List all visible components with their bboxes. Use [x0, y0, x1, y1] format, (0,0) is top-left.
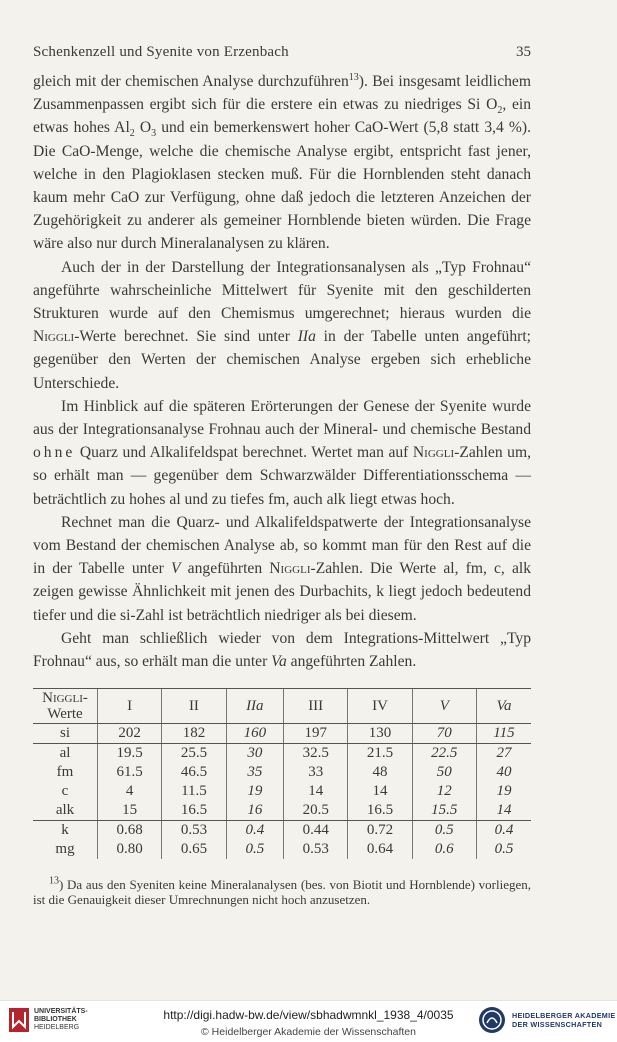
- footnote-number: 13: [49, 875, 59, 887]
- table-header-label: Niggli- Werte: [33, 689, 98, 724]
- table-cell: 202: [98, 724, 162, 744]
- paragraph-1: gleich mit der chemischen Analyse durchzuführen$^{13}$). Bei insgesamt leidlichem Zusammenpassen ergibt sich für die erstere ein etwas zu niedriges Si $O_2$, ein etwas hohes $Al_2$ $O_3$ und ein bemerkenswert hoher CaO-Wert (5,8 statt 3,4 %). Die CaO-Menge, welche die chemische Analyse ergibt, entspricht fast jener, welche in den Plagioklasen stecken muß. Für die Hornblenden steht danach kaum mehr CaO zur Verfügung, ohne daß jedoch die letzteren Anzeichen der Zugehörigkeit zu anderer als gemeiner Hornblende bieten würden. Die Frage wäre also nur durch Mineralanalysen zu klären.: [33, 71, 531, 253]
- table-cell: 115: [476, 724, 531, 744]
- table-cell: 61.5: [98, 763, 162, 782]
- table-cell: 20.5: [284, 801, 348, 821]
- table-cell: 130: [348, 724, 412, 744]
- column-header: IV: [348, 689, 412, 724]
- table-cell: 27: [476, 744, 531, 764]
- table-cell: 12: [412, 782, 476, 801]
- column-header: IIa: [226, 689, 283, 724]
- table-cell: 0.5: [412, 821, 476, 841]
- row-label: alk: [33, 801, 98, 821]
- table-cell: 0.5: [476, 840, 531, 859]
- row-label: c: [61, 783, 69, 799]
- table-cell: 40: [476, 763, 531, 782]
- table-cell: 46.5: [162, 763, 226, 782]
- table-cell: 15: [98, 801, 162, 821]
- table-row: [33, 763, 531, 782]
- paragraph-2: Auch der in der Darstellung der Integrationsanalysen als „Typ Frohnau“ angeführte wahrscheinliche Mittelwert für Syenite mit den geschilderten Strukturen wurde auf den Chemismus umgerechnet; hieraus wurden die Niggli-Werte berechnet. Sie sind unter IIa in der Tabelle unten angeführt; gegenüber den Werten der chemischen Analyse ergeben sich erhebliche Unterschiede.: [33, 258, 532, 392]
- table-row: [33, 840, 531, 859]
- footnote: $^{13}$) Da aus den Syeniten keine Mineralanalysen (bes. von Biotit und Hornblende) vorliegen, ist die Genauigkeit dieser Umrechnungen nicht hoch anzusetzen.: [33, 875, 531, 907]
- table-row: [33, 801, 531, 821]
- academy-seal-icon[interactable]: [478, 1006, 506, 1034]
- row-label: k: [61, 822, 69, 838]
- table-cell: 15.5: [412, 801, 476, 821]
- table-cell: 16.5: [162, 801, 226, 821]
- table-cell: 0.68: [98, 821, 162, 841]
- paragraph-5: Geht man schließlich wieder von dem Integrations-Mittelwert „Typ Frohnau“ aus, so erhält man die unter Va angeführten Zahlen.: [33, 629, 531, 671]
- table-cell: 0.53: [162, 821, 226, 841]
- table-cell: 50: [412, 763, 476, 782]
- table-cell: 0.65: [162, 840, 226, 859]
- column-header: I: [98, 689, 162, 724]
- paragraph-3: Im Hinblick auf die späteren Erörterungen der Genese der Syenite wurde aus der Integrationsanalyse Frohnau auch der Mineral- und chemische Bestand ohne Quarz und Alkalifeldspat berechnet. Wertet man auf Niggli-Zahlen um, so erhält man — gegenüber dem Schwarzwälder Differentiationsschema — beträchtlich zu hohes al und zu tiefes fm, auch alk liegt etwas hoch.: [33, 397, 531, 508]
- table-cell: 25.5: [162, 744, 226, 764]
- table-cell: 14: [284, 782, 348, 801]
- table-cell: 0.6: [412, 840, 476, 859]
- table-cell: 19.5: [98, 744, 162, 764]
- table-cell: 19: [226, 782, 283, 801]
- table-cell: 0.72: [348, 821, 412, 841]
- paragraph-4: Rechnet man die Quarz- und Alkalifeldspatwerte der Integrationsanalyse vom Bestand der chemischen Analyse ab, so kommt man für den Rest auf die in der Tabelle unter V angeführten Niggli-Zahlen. Die Werte al, fm, c, alk zeigen gewisse Ähnlichkeit mit jenen des Durbachits, k liegt jedoch bedeutend tiefer und die si-Zahl ist beträchtlich niedriger als bei diesem.: [33, 513, 532, 624]
- body-text: [33, 70, 531, 673]
- row-label: si: [33, 724, 98, 744]
- table-cell: 21.5: [348, 744, 412, 764]
- table-cell: 182: [162, 724, 226, 744]
- table-cell: 70: [412, 724, 476, 744]
- table-row: [33, 821, 531, 841]
- running-header: Schenkenzell und Syenite von Erzenbach: [33, 44, 289, 60]
- source-url-link[interactable]: http://digi.hadw-bw.de/view/sbhadwmnkl_1938_4/0035: [163, 1008, 454, 1022]
- table-cell: 197: [284, 724, 348, 744]
- table-cell: 14: [476, 801, 531, 821]
- table-cell: 0.44: [284, 821, 348, 841]
- table-cell: 14: [348, 782, 412, 801]
- footnote-ref[interactable]: 13: [348, 71, 359, 83]
- table-cell: 16.5: [348, 801, 412, 821]
- column-header: V: [412, 689, 476, 724]
- copyright-notice: © Heidelberger Akademie der Wissenschaften: [201, 1026, 416, 1038]
- column-header: II: [162, 689, 226, 724]
- row-label: al: [59, 745, 71, 761]
- row-label: mg: [55, 841, 75, 857]
- table-cell: 0.4: [226, 821, 283, 841]
- page-number: 35: [516, 44, 531, 60]
- table-cell: 35: [226, 763, 283, 782]
- university-library-name: UNIVERSITÄTS- BIBLIOTHEK HEIDELBERG: [34, 1008, 88, 1031]
- table-row: [33, 724, 531, 744]
- table-header-row: [33, 689, 531, 724]
- table-cell: 0.5: [226, 840, 283, 859]
- table-cell: 0.53: [284, 840, 348, 859]
- table-row: [33, 782, 531, 801]
- column-header: Va: [476, 689, 531, 724]
- niggli-table: [33, 688, 531, 859]
- academy-name: HEIDELBERGER AKADEMIE DER WISSENSCHAFTEN: [512, 1011, 616, 1029]
- table-cell: 0.80: [98, 840, 162, 859]
- table-cell: 30: [226, 744, 283, 764]
- row-label: fm: [56, 764, 74, 780]
- table-cell: 48: [348, 763, 412, 782]
- table-cell: 32.5: [284, 744, 348, 764]
- table-cell: 16: [226, 801, 283, 821]
- table-cell: 11.5: [162, 782, 226, 801]
- table-cell: 0.64: [348, 840, 412, 859]
- table-cell: 4: [98, 782, 162, 801]
- table-cell: 0.4: [476, 821, 531, 841]
- table-cell: 160: [226, 724, 283, 744]
- table-cell: 19: [476, 782, 531, 801]
- table-cell: 33: [284, 763, 348, 782]
- table-row: [33, 744, 531, 764]
- table-cell: 22.5: [412, 744, 476, 764]
- footer-bar: [0, 1000, 617, 1042]
- column-header: III: [284, 689, 348, 724]
